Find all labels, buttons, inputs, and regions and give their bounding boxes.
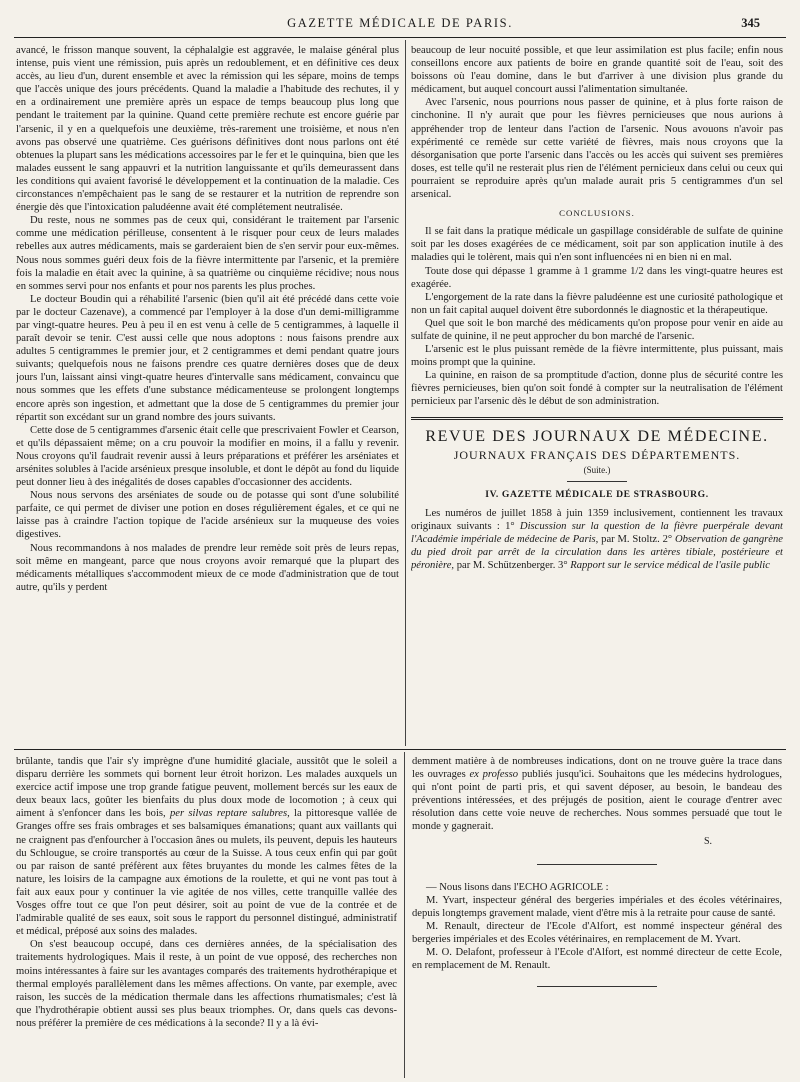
- horizontal-divider: [14, 749, 786, 750]
- revue-subtitle: JOURNAUX FRANÇAIS DES DÉPARTEMENTS.: [453, 447, 741, 462]
- paragraph: Du reste, nous ne sommes pas de ceux qui, considérant le traitement par l'arsenic comme une médication périlleuse, consentent à le risquer pour ceux de leurs malades rebelles aux autres médicaments, mais se garderaient bien de s'en servir pour eux-mêmes. Nous nous sommes guéri deux fois de la fièvre intermittente par l'arsenic, et la première fois la maladie en était avec la quinine, à sa quatrième ou cinquième récidive; nous nous en sommes servi pour nos enfants et pour nos parents les plus proches.: [16, 215, 399, 292]
- page-number: 345: [741, 16, 760, 30]
- column-right-top: [411, 44, 783, 746]
- running-title: GAZETTE MÉDICALE DE PARIS.: [287, 16, 513, 30]
- conclusions-heading: CONCLUSIONS.: [559, 208, 635, 219]
- journal-paragraph: [411, 507, 783, 572]
- paragraph-text: demment matière à de nombreuses indications, dont on ne trouve guère la trace dans les ouvrages: [412, 756, 782, 781]
- column-left-bottom: [16, 755, 397, 1075]
- column-left-top: [16, 44, 399, 746]
- paragraph: On s'est beaucoup occupé, dans ces dernières années, de la spécialisation des traitements hydrologiques. Mais il reste, à un point de vue opposé, des recherches non moins intéressantes à faire sur les avantages comparés des traitements hydrothérapique et thermal employés parallèlement dans les mêmes affections. On vante, par exemple, avec raison, les succès de la médication thermale dans les affections rhumatismales; c'est là que l'hydrothérapie obtient aussi ses plus beaux triomphes. Or, dans quels cas devons-nous préférer la première de ces médications à la seconde? Il y a là évi-: [16, 939, 397, 1029]
- latin-quote: per silvas reptare salubres,: [169, 808, 290, 820]
- short-rule: [537, 864, 657, 865]
- paragraph-text: brûlante, tandis que l'air s'y imprègne d'une humidité glaciale, aussitôt que le soleil a disparu derrière les sommets qui bornent leur étroit horizon. Les malades auxquels un exercice actif impose une trop grande fatigue peuvent, mollement bercés sur les eaux de deux beaux lacs, goûter les bienfaits du plus doux mode de locomotion ; à ceux qui aiment à s'enfoncer dans les bois,: [16, 756, 397, 820]
- signature: S.: [703, 835, 712, 847]
- journal-item-title: Discussion sur la question de la fièvre puerpérale devant l'Académie impériale de médecine de Paris,: [411, 521, 783, 546]
- revue-title: REVUE DES JOURNAUX DE MÉDECINE.: [425, 427, 769, 445]
- journal-heading: IV. GAZETTE MÉDICALE DE STRASBOURG.: [485, 488, 709, 500]
- news-item: M. O. Delafont, professeur à l'Ecole d'Alfort, est nommé directeur de cette Ecole, en remplacement de M. Renault.: [412, 947, 782, 972]
- journal-item-title: Observation de gangrène du pied droit par arrêt de la circulation dans les artères tibiale, postérieure et péronière,: [411, 534, 783, 572]
- conclusion-item: Quel que soit le bon marché des médicaments qu'on propose pour venir en aide au sulfate de quinine, il ne peut approcher du bon marché de l'arsenic.: [411, 317, 783, 342]
- paragraph: Cette dose de 5 centigrammes d'arsenic était celle que prescrivaient Fowler et Cearson, et qu'ils dépassaient même; on a cru pouvoir la modifier en moins, il a fallu y revenir. Nous croyons qu'il faudrait revenir aussi à leurs préparations et préférer les arséniates et arsénites solubles à l'acide arsénieux presque insoluble, et dont le dépôt au fond du liquide peut donner lieu à des inégalités de doses capables d'occasionner des accidents.: [16, 424, 399, 489]
- paragraph: avancé, le frisson manque souvent, la céphalalgie est aggravée, le malaise général plus intense, puis vient une rémission, puis après un redoublement, et en définitive ces deux accès, au lieu d'un, durent ensemble et avec la rémission qui les sépare, moins de temps que l'accès unique des jours précédents. Quand la maladie a l'habitude des rechutes, il y en a ordinairement une première après un espace de temps beaucoup plus long que pendant le traitement par la quinine. Quand cette première rechute est encore guérie par l'arsenic, il y en a quelquefois une deuxième, très-rarement une troisième, et nous n'en avons pas observé une quatrième. Ces guérisons définitives dont nous parlons ont été obtenues la plupart sans les médications accessoires par le fer et le quinquina, bien que les malades eussent le sang appauvri et la nutrition languissante et qu'ils demeurassent dans les conditions qui avaient favorisé le développement et la continuation de la maladie. Ces circonstances n'empêchaient pas le sang de se restaurer et la nutrition de reprendre son énergie dès que l'intoxication paludéenne avait été complétement neutralisée.: [16, 45, 399, 214]
- section-rule: [411, 417, 783, 420]
- paragraph: Le docteur Boudin qui a réhabilité l'arsenic (bien qu'il ait été précédé dans cette voie par le docteur Cazenave), a commencé par l'employer à la dose d'un demi-milligramme par vingt-quatre heures. Peu à peu il en est venu à celle de 5 centigrammes, à laquelle il paraît devoir se tenir. C'est aussi celle que nous adoptons : nous faisons prendre aux adultes 5 centigrammes le premier jour, et 2 centigrammes et demi pendant quatre jours suivants; quelquefois nous ne faisons prendre ces quatre dernières doses que de deux jours l'un, laissant ainsi vingt-quatre heures d'intervalle sans médicament, convaincu que nous sommes que les effets d'une substance médicamenteuse se prolongent longtemps encore après son ingestion, et admettant que la dose de 5 centigrammes du premier jour répartit son excédant sur un grand nombre des jours suivants.: [16, 293, 399, 423]
- latin-phrase: ex professo: [469, 769, 519, 781]
- paragraph: [412, 755, 782, 834]
- news-item: M. Renault, directeur de l'Ecole d'Alfort, est nommé inspecteur général des bergeries impériales et des Ecoles vétérinaires, en remplacement de M. Yvart.: [412, 920, 782, 946]
- column-divider: [404, 752, 405, 1078]
- conclusion-item: L'arsenic est le plus puissant remède de la fièvre intermittente, plus puissant, mais moins prompt que la quinine.: [411, 344, 783, 369]
- column-divider: [405, 40, 406, 746]
- conclusion-item: L'engorgement de la rate dans la fièvre paludéenne est une curiosité pathologique et non un fait capital auquel doivent être subordonnés le diagnostic et la thérapeutique.: [411, 291, 783, 316]
- paragraph: Avec l'arsenic, nous pourrions nous passer de quinine, et à plus forte raison de cinchonine. Il n'y aurait que pour les fièvres pernicieuses que nous aurions à appréhender trop de lenteur dans l'action de l'arsenic. Nous avouons n'avoir pas expérimenté ce remède sur cette variété de fièvres, mais nous croyons que la désorganisation que porte l'arsenic dans l'accès ou les accès qui suivent ses premières doses, est telle qu'il ne resterait plus rien de l'élément pernicieux dans celui ou ceux qui pourraient se reproduire après qu'un malade aurait pris 5 centigrammes d'un sel arsenical.: [411, 97, 783, 201]
- journal-intro: Les numéros de juillet 1858 à juin 1359 inclusivement, contiennent les travaux originaux suivants : 1°: [411, 507, 783, 532]
- echo-intro: — Nous lisons dans l'ECHO AGRICOLE :: [426, 881, 609, 893]
- paragraph-text: la pittoresque vallée de Granges offre ses frais ombrages et ses balsamiques émanations; quant aux vaillants qui ne craignent pas d'enfourcher à l'occasion ânes ou mulets, ils peuvent, depuis les hauteurs du Schlougue, se croire transportés au cœur de la Suisse. A tous ceux enfin qui par goût ou par raison de santé préfèrent aux fêtes bruyantes du monde les calmes fêtes de la nature, les loisirs de la campagne aux émotions de la roulette, et qui ne vont pas tout à fait aux eaux pour y continuer la vie agitée de nos villes, cette tranquille vallée des Vosges offre tout ce que l'on peut désirer, soit au point de vue de la contrée et de l'admirable qualité de ses eaux, soit sous le rapport du personnel distingué, administratif et médical, préposé aux soins des malades.: [16, 808, 397, 938]
- suite-label: (Suite.): [583, 464, 611, 475]
- paragraph: Nous recommandons à nos malades de prendre leur remède soit près de leurs repas, soit même en mangeant, parce que nous croyons avoir remarqué que la plupart des médicaments métalliques s'accommodent mieux de ce mode d'administration que de tout autre, qu'ils y perdent: [16, 542, 399, 593]
- running-head: [14, 16, 786, 38]
- column-right-bottom: [412, 755, 782, 1075]
- header-rule: [14, 37, 786, 38]
- journal-item-title: Rapport sur le service médical de l'asile public: [570, 560, 770, 572]
- paragraph: Nous nous servons des arséniates de soude ou de potasse qui sont d'une solubilité parfaite, ce qui permet de diviser une potion en doses régulièrement égales, et ce qui ne laisse pas à craindre l'action topique de l'acide arsénieux sur la muqueuse des voies digestives.: [16, 490, 399, 541]
- conclusion-item: La quinine, en raison de sa promptitude d'action, donne plus de sécurité contre les fièvres pernicieuses, bien qu'on soit fondé à compter sur la neutralisation de l'élément pernicieux par l'arsenic dès le début de son administration.: [411, 370, 783, 408]
- journal-item-author: par M. Stoltz. 2°: [601, 534, 673, 546]
- paragraph-text: publiés jusqu'ici. Souhaitons que les médecins hydrologues, qui n'ont point de parti pris, et qui savent déposer, au besoin, le bandeau des préventions intéressées, et des préjugés de position, aient le courage d'entrer avec résolution dans cette voie neuve de recherches. Nous sommes persuadé que tout le monde y gagnerait.: [412, 769, 782, 833]
- conclusion-item: Toute dose qui dépasse 1 gramme à 1 gramme 1/2 dans les vingt-quatre heures est exagérée.: [411, 265, 783, 290]
- news-item: M. Yvart, inspecteur général des bergeries impériales et des écoles vétérinaires, depuis longtemps gravement malade, vient d'être mis à la retraite pour cause de santé.: [412, 894, 782, 919]
- paragraph: beaucoup de leur nocuité possible, et que leur assimilation est plus facile; enfin nous conseillons encore aux patients de boire en grande quantité soit de l'eau, soit des boissons où l'eau domine, dans le but d'arriver à une division plus grande du médicament, but auquel concourt aussi l'alimentation simultanée.: [411, 45, 783, 96]
- conclusion-item: Il se fait dans la pratique médicale un gaspillage considérable de sulfate de quinine soit par les doses exagérées de ce médicament, soit par son application inutile à des maladies qui le tolèrent, mais qui n'en sont influencées ni en bien ni en mal.: [411, 226, 783, 264]
- closing-rule: [537, 986, 657, 987]
- paragraph: [16, 755, 397, 938]
- journal-item-author: par M. Schützenberger. 3°: [456, 560, 568, 572]
- short-rule: [567, 481, 627, 482]
